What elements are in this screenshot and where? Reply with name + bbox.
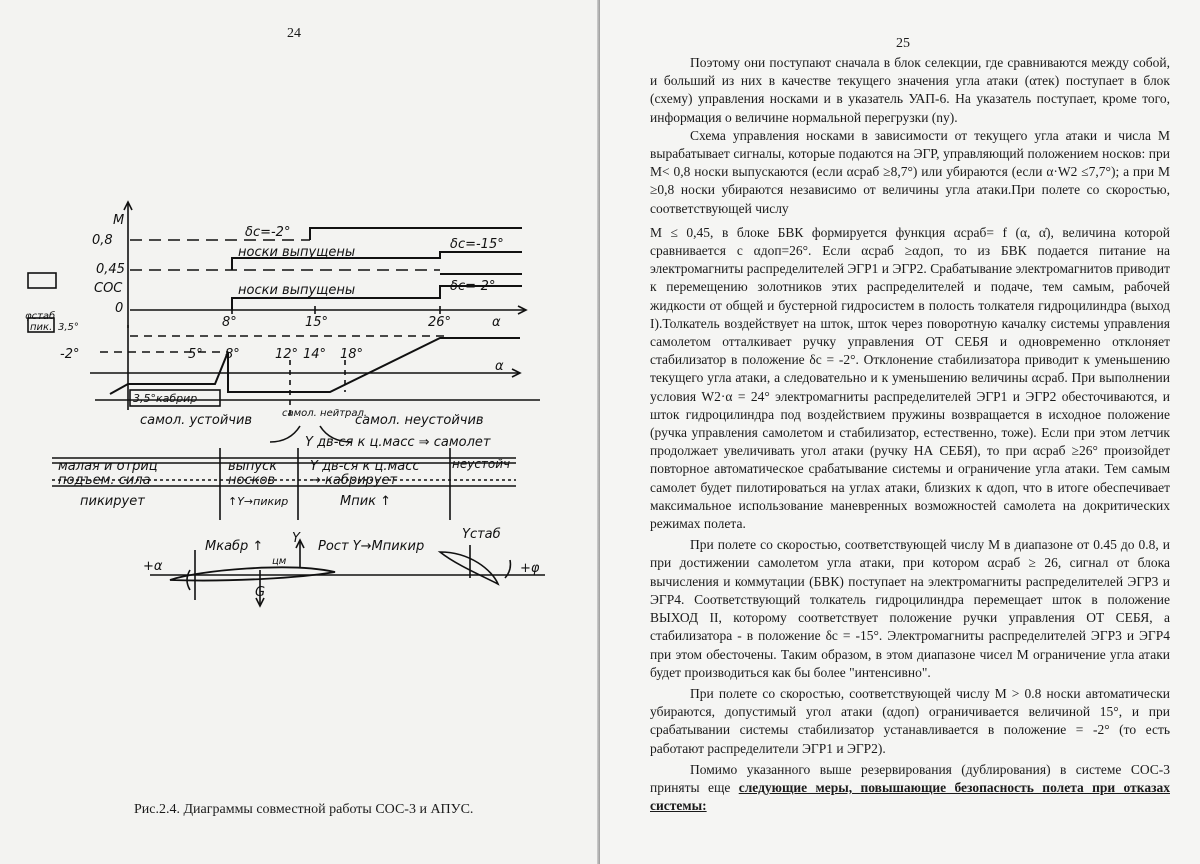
label-noskov: носков <box>228 473 276 488</box>
label-noski-vypushcheny-1: носки выпущены <box>238 245 356 260</box>
label-delta-minus2-top: δc=-2° <box>245 225 291 240</box>
label-kabrir: 3,5°кабрир <box>133 392 198 405</box>
paragraph-4: При полете со скоростью, соответствующей числу М в диапазоне от 0.45 до 0.8, и при достижении самолетом угла атаки, при котором αсраб ≥ 26, сигнал от блока вычисления и коммутации (БВК) поступает на электромагниты распределителей ЭГР3 и ЭГР4. Соответствующий толкатель гидроцилиндра перемещает шток в положение ВЫХОД II, которому соответствует положение ручки управления ОТ СЕБЯ, а стабилизатора - в положение δc = -15°. Электромагниты распределителей ЭГР3 и ЭГР4 при этом обесточены. Таким образом, в этом диапазоне чисел М ограничение угла атаки будет производиться как бы более "интенсивно". <box>650 537 1170 680</box>
label-alpha-1: α <box>492 315 501 330</box>
label-alpha-2: α <box>495 359 504 374</box>
paragraph-6 <box>650 761 1170 816</box>
tick-14: 14° <box>303 347 327 362</box>
label-Y-stab: Yстаб <box>462 527 501 542</box>
tick-15: 15° <box>305 315 329 330</box>
tick-8: 8° <box>222 315 237 330</box>
paragraph-2: Схема управления носками в зависимости от текущего угла атаки и числа М вырабатывает сигналы, которые подаются на ЭГР, управляющий положением носков: при M< 0,8 носки выпускаются (если αсраб ≥8,7°) или убираются (если α·W2 ≤7,7°); а при M ≥0,8 носки убираются независимо от величины угла атаки.При полете со скоростью, соответствующей числу <box>650 127 1170 216</box>
label-delta-minus2-mid: δc=-2° <box>450 279 496 294</box>
label-pik: пик. <box>30 322 53 333</box>
label-minus2: -2° <box>60 347 80 362</box>
label-M-0.45: 0,45 <box>96 262 125 277</box>
label-plus-phi: +φ <box>520 561 540 576</box>
tick-8b: 8° <box>225 347 240 362</box>
underlined-heading: следующие меры, повышающие безопасность полета при отказах системы: <box>650 779 1170 814</box>
label-M-0.8: 0,8 <box>92 233 113 248</box>
label-pikiruet: пикирует <box>80 494 145 509</box>
right-page <box>600 0 1200 864</box>
paragraph-5: При полете со скоростью, соответствующей числу M > 0.8 носки автоматически убираются, допустимый угол атаки (αдоп) ограничивается величиной 15°, и при срабатывании системы стабилизатор устанавливается в положение = -2° (то есть работают распределители ЭГР1 и ЭГР2). <box>650 685 1170 756</box>
label-samol-neustoichiv: самол. неустойчив <box>355 413 484 428</box>
label-kabriruet: → кабрирует <box>310 473 398 488</box>
tick-12: 12° <box>275 347 299 362</box>
tick-26: 26° <box>428 315 452 330</box>
paragraph-1: Поэтому они поступают сначала в блок селекции, где сравниваются между собой, и больший из них в качестве текущего значения угла атаки (αтек) поступает в блок (схему) управления носками и в указатель УАП-6. На указатель поступает, кроме того, информация о величине нормальной перегрузки (nу). <box>650 55 1170 125</box>
label-G: G <box>255 585 266 600</box>
label-noski-vypushcheny-2: носки выпущены <box>238 283 356 298</box>
paragraph-6-text: Помимо указанного выше резервирования (дублирования) в системе СОС-3 приняты еще <box>650 761 1170 795</box>
label-M-pik: Мпик ↑ <box>340 494 392 509</box>
label-rost-Y: Рост Y→Мпикир <box>318 539 425 554</box>
label-Y-vector: Y <box>292 531 300 546</box>
label-M: М <box>113 213 125 228</box>
tick-5: 5° <box>188 347 203 362</box>
label-Y-dv-2: Y дв-ся к ц.масс <box>310 459 420 474</box>
label-cm: цм <box>272 556 287 567</box>
body-text <box>650 54 1170 815</box>
label-malaya: малая и отриц <box>58 459 158 474</box>
label-sos: СОС <box>94 281 123 296</box>
sos-apus-diagram <box>0 180 600 800</box>
label-phi-stab: φстаб <box>25 311 56 322</box>
label-Y-dv-line: Y дв-ся к ц.масс ⇒ самолет <box>305 435 491 450</box>
label-podem-sila: подъем. сила <box>58 473 151 488</box>
label-M-kabr: Мкабр ↑ <box>205 539 264 554</box>
page-number-left: 24 <box>287 26 301 41</box>
paragraph-3: M ≤ 0,45, в блоке БВК формируется функция αсраб= f (α, α̇), величина которой сравнивается с αдоп=26°. Если αсраб ≥αдоп, то из БВК подается питание на электромагниты распределителей ЭГР1 и ЭГР2. Срабатывание электромагнитов приводит к перемещению золотников этих распределителей и подаче, тем самым, рабочей жидкости от общей и бустерной гидросистем в полость толкателя гидроцилиндра (выход I).Толкатель воздействует на шток, шток через поворотную качалку системы управления самолетом отталкивает ручку управления ОТ СЕБЯ и одновременно отклоняет стабилизатор в положение δc = -2°. Отклонение стабилизатора приводит к уменьшению текущего угла атаки, а следовательно и к уменьшению величины αсраб. При выполнении условия W2·α = 24° электромагниты распределителей ЭГР1 и ЭГР2 обесточиваются, и шток гидроцилиндра под воздействием пружины возвращается в исходное положение (ручка управления самолетом и стабилизатор, естественно, тоже). Если при этом летчик продолжает увеличивать угол атаки (ручку НА СЕБЯ), то при αсраб ≥26° произойдет повторное автоматическое срабатывание системы и ограничение угла атаки. Тем самым самолет будет пилотироваться на углах атаки, близких к αдоп, что в итоге обеспечивает максимальное использование маневренных возможностей самолета на докритических режимах полета. <box>650 224 1170 532</box>
label-samol-neitral: самол. нейтрал. <box>282 408 368 419</box>
label-plus-alpha: +α <box>143 559 163 574</box>
label-delta-minus15: δc=-15° <box>450 237 504 252</box>
label-Y-pikir: ↑Y→пикир <box>228 495 289 508</box>
label-neustoich: неустойч <box>452 457 511 471</box>
label-vypusk: выпуск <box>228 459 278 474</box>
label-pik-val: 3,5° <box>58 322 79 333</box>
label-samol-ustoichiv: самол. устойчив <box>140 413 253 428</box>
tick-18: 18° <box>340 347 364 362</box>
figure-caption: Рис.2.4. Диаграммы совместной работы СОС-3 и АПУС. <box>134 802 474 817</box>
label-zero: 0 <box>115 301 124 316</box>
page-number-right: 25 <box>896 36 910 51</box>
